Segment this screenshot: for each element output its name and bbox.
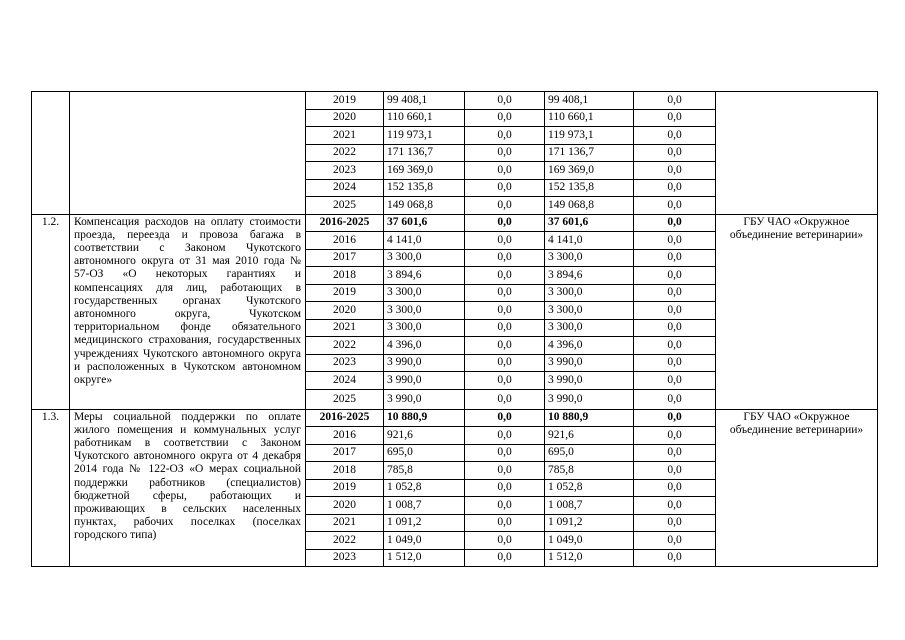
regional-budget-cell: 4 396,0 — [545, 337, 634, 355]
other-sources-cell: 0,0 — [634, 162, 716, 180]
regional-budget-cell: 171 136,7 — [545, 144, 634, 162]
total-amount-cell: 1 049,0 — [384, 532, 465, 550]
regional-budget-cell: 3 300,0 — [545, 319, 634, 337]
federal-budget-cell: 0,0 — [465, 127, 545, 145]
federal-budget-cell: 0,0 — [465, 479, 545, 497]
total-amount-cell: 37 601,6 — [384, 214, 465, 232]
year-cell: 2020 — [306, 109, 384, 127]
other-sources-cell: 0,0 — [634, 497, 716, 515]
other-sources-cell: 0,0 — [634, 197, 716, 215]
year-cell: 2022 — [306, 532, 384, 550]
regional-budget-cell: 99 408,1 — [545, 92, 634, 110]
item-number: 1.3. — [32, 409, 70, 567]
regional-budget-cell: 1 008,7 — [545, 497, 634, 515]
item-description: Компенсация расходов на оплату стоимости проезда, переезда и провоза багажа в соответствии с Законом Чукотского автономного округа от 31 мая 2010 года № 57-ОЗ «О некоторых гарантиях и компенсациях для лиц, работающих в государственных органах Чукотского автономного округа, Чукотском территориальном фонде обязательного медицинского страхования, государственных учреждениях Чукотского автономного округа и расположенных в Чукотском автономном округе» — [70, 214, 306, 409]
other-sources-cell: 0,0 — [634, 214, 716, 232]
other-sources-cell: 0,0 — [634, 179, 716, 197]
regional-budget-cell: 1 512,0 — [545, 549, 634, 567]
total-amount-cell: 3 300,0 — [384, 302, 465, 320]
federal-budget-cell: 0,0 — [465, 214, 545, 232]
federal-budget-cell: 0,0 — [465, 389, 545, 409]
other-sources-cell: 0,0 — [634, 444, 716, 462]
table-row — [32, 92, 878, 110]
other-sources-cell: 0,0 — [634, 249, 716, 267]
regional-budget-cell: 3 300,0 — [545, 249, 634, 267]
total-amount-cell: 785,8 — [384, 462, 465, 480]
description-cell — [70, 92, 306, 215]
table-row-total — [32, 214, 878, 232]
federal-budget-cell: 0,0 — [465, 109, 545, 127]
federal-budget-cell: 0,0 — [465, 302, 545, 320]
total-amount-cell: 152 135,8 — [384, 179, 465, 197]
total-amount-cell: 695,0 — [384, 444, 465, 462]
federal-budget-cell: 0,0 — [465, 462, 545, 480]
other-sources-cell: 0,0 — [634, 514, 716, 532]
regional-budget-cell: 4 141,0 — [545, 232, 634, 250]
federal-budget-cell: 0,0 — [465, 179, 545, 197]
other-sources-cell: 0,0 — [634, 372, 716, 390]
federal-budget-cell: 0,0 — [465, 337, 545, 355]
federal-budget-cell: 0,0 — [465, 549, 545, 567]
regional-budget-cell: 10 880,9 — [545, 409, 634, 427]
federal-budget-cell: 0,0 — [465, 427, 545, 445]
total-amount-cell: 4 396,0 — [384, 337, 465, 355]
other-sources-cell: 0,0 — [634, 479, 716, 497]
total-amount-cell: 3 894,6 — [384, 267, 465, 285]
total-amount-cell: 921,6 — [384, 427, 465, 445]
federal-budget-cell: 0,0 — [465, 284, 545, 302]
total-amount-cell: 10 880,9 — [384, 409, 465, 427]
regional-budget-cell: 695,0 — [545, 444, 634, 462]
budget-table — [31, 91, 878, 567]
other-sources-cell: 0,0 — [634, 127, 716, 145]
year-cell: 2024 — [306, 372, 384, 390]
other-sources-cell: 0,0 — [634, 409, 716, 427]
regional-budget-cell: 149 068,8 — [545, 197, 634, 215]
federal-budget-cell: 0,0 — [465, 162, 545, 180]
year-cell: 2016 — [306, 232, 384, 250]
year-cell: 2024 — [306, 179, 384, 197]
total-amount-cell: 3 990,0 — [384, 389, 465, 409]
year-cell: 2017 — [306, 249, 384, 267]
year-cell: 2023 — [306, 354, 384, 372]
regional-budget-cell: 3 894,6 — [545, 267, 634, 285]
federal-budget-cell: 0,0 — [465, 409, 545, 427]
total-amount-cell: 149 068,8 — [384, 197, 465, 215]
other-sources-cell: 0,0 — [634, 109, 716, 127]
total-amount-cell: 3 300,0 — [384, 319, 465, 337]
year-cell: 2019 — [306, 479, 384, 497]
year-cell: 2022 — [306, 337, 384, 355]
total-amount-cell: 169 369,0 — [384, 162, 465, 180]
other-sources-cell: 0,0 — [634, 284, 716, 302]
year-cell: 2022 — [306, 144, 384, 162]
year-cell: 2025 — [306, 197, 384, 215]
federal-budget-cell: 0,0 — [465, 319, 545, 337]
responsible-cell — [716, 92, 878, 215]
regional-budget-cell: 169 369,0 — [545, 162, 634, 180]
total-amount-cell: 110 660,1 — [384, 109, 465, 127]
total-amount-cell: 3 300,0 — [384, 284, 465, 302]
federal-budget-cell: 0,0 — [465, 144, 545, 162]
federal-budget-cell: 0,0 — [465, 532, 545, 550]
year-cell: 2021 — [306, 127, 384, 145]
year-cell: 2016 — [306, 427, 384, 445]
year-cell: 2021 — [306, 319, 384, 337]
year-cell: 2023 — [306, 162, 384, 180]
total-amount-cell: 1 008,7 — [384, 497, 465, 515]
other-sources-cell: 0,0 — [634, 462, 716, 480]
other-sources-cell: 0,0 — [634, 354, 716, 372]
regional-budget-cell: 3 990,0 — [545, 372, 634, 390]
federal-budget-cell: 0,0 — [465, 197, 545, 215]
regional-budget-cell: 3 300,0 — [545, 302, 634, 320]
regional-budget-cell: 1 049,0 — [545, 532, 634, 550]
regional-budget-cell: 3 990,0 — [545, 354, 634, 372]
other-sources-cell: 0,0 — [634, 532, 716, 550]
total-amount-cell: 3 300,0 — [384, 249, 465, 267]
year-cell: 2020 — [306, 302, 384, 320]
federal-budget-cell: 0,0 — [465, 372, 545, 390]
other-sources-cell: 0,0 — [634, 267, 716, 285]
item-responsible: ГБУ ЧАО «Окружное объединение ветеринарии» — [716, 409, 878, 567]
total-amount-cell: 3 990,0 — [384, 354, 465, 372]
other-sources-cell: 0,0 — [634, 427, 716, 445]
other-sources-cell: 0,0 — [634, 144, 716, 162]
other-sources-cell: 0,0 — [634, 232, 716, 250]
regional-budget-cell: 110 660,1 — [545, 109, 634, 127]
federal-budget-cell: 0,0 — [465, 514, 545, 532]
table-body — [32, 92, 878, 567]
federal-budget-cell: 0,0 — [465, 354, 545, 372]
regional-budget-cell: 1 091,2 — [545, 514, 634, 532]
total-amount-cell: 1 091,2 — [384, 514, 465, 532]
federal-budget-cell: 0,0 — [465, 497, 545, 515]
total-amount-cell: 1 052,8 — [384, 479, 465, 497]
year-cell: 2021 — [306, 514, 384, 532]
table-row-total — [32, 409, 878, 427]
year-cell: 2018 — [306, 462, 384, 480]
year-cell: 2018 — [306, 267, 384, 285]
item-description: Меры социальной поддержки по оплате жилого помещения и коммунальных услуг работникам в соответствии с Законом Чукотского автономного округа от 4 декабря 2014 года № 122-ОЗ «О мерах социальной поддержки работников (специалистов) бюджетной сферы, работающих и проживающих в сельских населенных пунктах, рабочих поселках (поселках городского типа) — [70, 409, 306, 567]
other-sources-cell: 0,0 — [634, 337, 716, 355]
item-number: 1.2. — [32, 214, 70, 409]
year-cell: 2017 — [306, 444, 384, 462]
total-amount-cell: 4 141,0 — [384, 232, 465, 250]
regional-budget-cell: 119 973,1 — [545, 127, 634, 145]
year-cell: 2025 — [306, 389, 384, 409]
federal-budget-cell: 0,0 — [465, 267, 545, 285]
year-cell: 2016-2025 — [306, 409, 384, 427]
other-sources-cell: 0,0 — [634, 302, 716, 320]
federal-budget-cell: 0,0 — [465, 92, 545, 110]
federal-budget-cell: 0,0 — [465, 232, 545, 250]
other-sources-cell: 0,0 — [634, 319, 716, 337]
federal-budget-cell: 0,0 — [465, 249, 545, 267]
item-responsible: ГБУ ЧАО «Окружное объединение ветеринарии» — [716, 214, 878, 409]
year-cell: 2016-2025 — [306, 214, 384, 232]
total-amount-cell: 99 408,1 — [384, 92, 465, 110]
federal-budget-cell: 0,0 — [465, 444, 545, 462]
year-cell: 2020 — [306, 497, 384, 515]
regional-budget-cell: 1 052,8 — [545, 479, 634, 497]
total-amount-cell: 1 512,0 — [384, 549, 465, 567]
total-amount-cell: 119 973,1 — [384, 127, 465, 145]
regional-budget-cell: 921,6 — [545, 427, 634, 445]
other-sources-cell: 0,0 — [634, 549, 716, 567]
year-cell: 2019 — [306, 92, 384, 110]
total-amount-cell: 3 990,0 — [384, 372, 465, 390]
regional-budget-cell: 3 300,0 — [545, 284, 634, 302]
regional-budget-cell: 785,8 — [545, 462, 634, 480]
other-sources-cell: 0,0 — [634, 92, 716, 110]
regional-budget-cell: 152 135,8 — [545, 179, 634, 197]
other-sources-cell: 0,0 — [634, 389, 716, 409]
number-cell — [32, 92, 70, 215]
regional-budget-cell: 3 990,0 — [545, 389, 634, 409]
regional-budget-cell: 37 601,6 — [545, 214, 634, 232]
year-cell: 2023 — [306, 549, 384, 567]
total-amount-cell: 171 136,7 — [384, 144, 465, 162]
year-cell: 2019 — [306, 284, 384, 302]
